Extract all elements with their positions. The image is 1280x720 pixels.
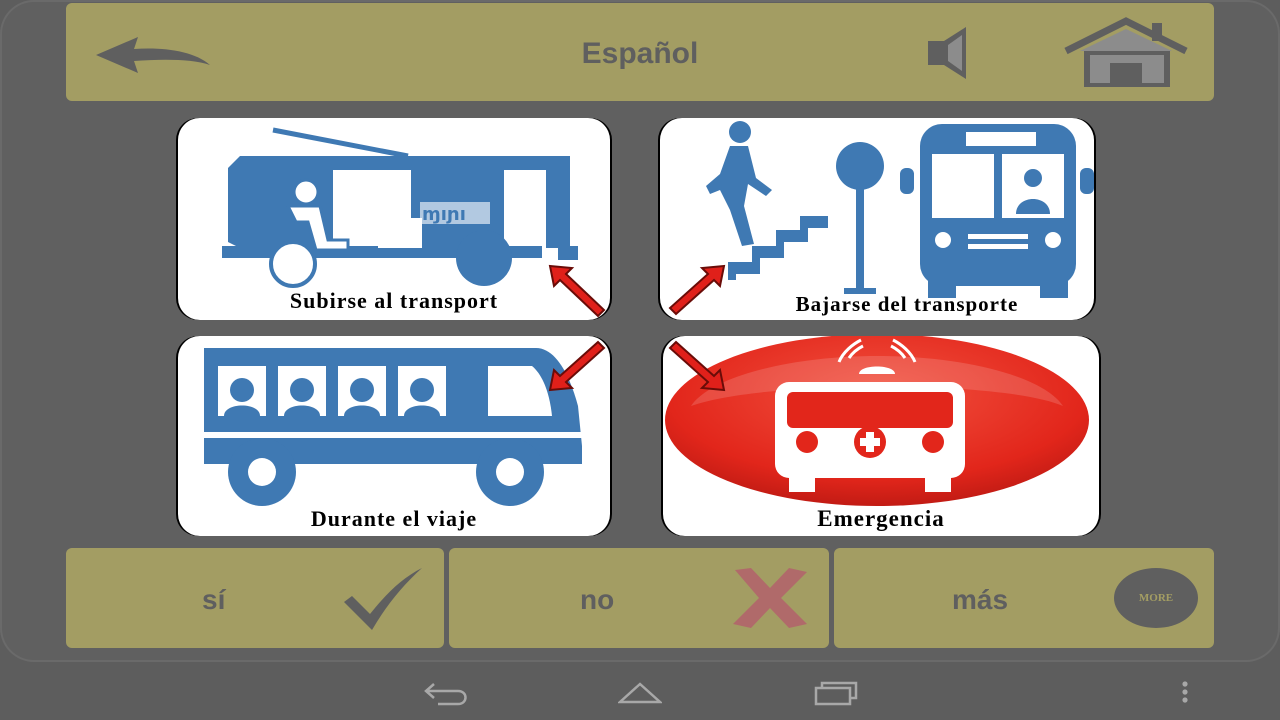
arrow-to-emergency-icon bbox=[664, 338, 728, 394]
arrow-to-trip-icon bbox=[546, 338, 608, 394]
speaker-button[interactable] bbox=[924, 23, 990, 83]
nav-back-icon[interactable] bbox=[424, 680, 468, 706]
top-bar bbox=[66, 3, 1214, 101]
yes-label: sí bbox=[202, 584, 226, 615]
arrow-to-exit-icon bbox=[664, 262, 728, 318]
tile-emergency[interactable] bbox=[663, 336, 1099, 536]
svg-text:ɱıɲı: ɱıɲı bbox=[422, 204, 466, 225]
home-button[interactable] bbox=[1060, 17, 1192, 87]
tile-label: Durante el viaje bbox=[310, 506, 478, 531]
tile-label: Subirse al transport bbox=[289, 288, 499, 313]
more-label: más bbox=[952, 584, 1009, 615]
cross-icon bbox=[727, 566, 813, 630]
checkmark-icon bbox=[342, 566, 426, 632]
yes-button[interactable] bbox=[66, 548, 444, 648]
arrow-to-board-icon bbox=[546, 262, 608, 318]
more-badge-icon: MORE bbox=[1114, 568, 1198, 628]
tile-label: Emergencia bbox=[817, 506, 945, 531]
speaker-icon bbox=[924, 23, 990, 83]
nav-home-icon[interactable] bbox=[618, 680, 662, 706]
page-title: Español bbox=[581, 37, 699, 70]
no-label: no bbox=[580, 584, 615, 615]
home-icon bbox=[1060, 17, 1192, 87]
nav-menu-icon[interactable] bbox=[1180, 680, 1190, 706]
nav-recents-icon[interactable] bbox=[814, 680, 858, 706]
more-button[interactable] bbox=[834, 548, 1214, 648]
no-button[interactable] bbox=[449, 548, 829, 648]
tile-label: Bajarse del transporte bbox=[795, 292, 1019, 316]
system-nav-bar bbox=[0, 662, 1280, 720]
